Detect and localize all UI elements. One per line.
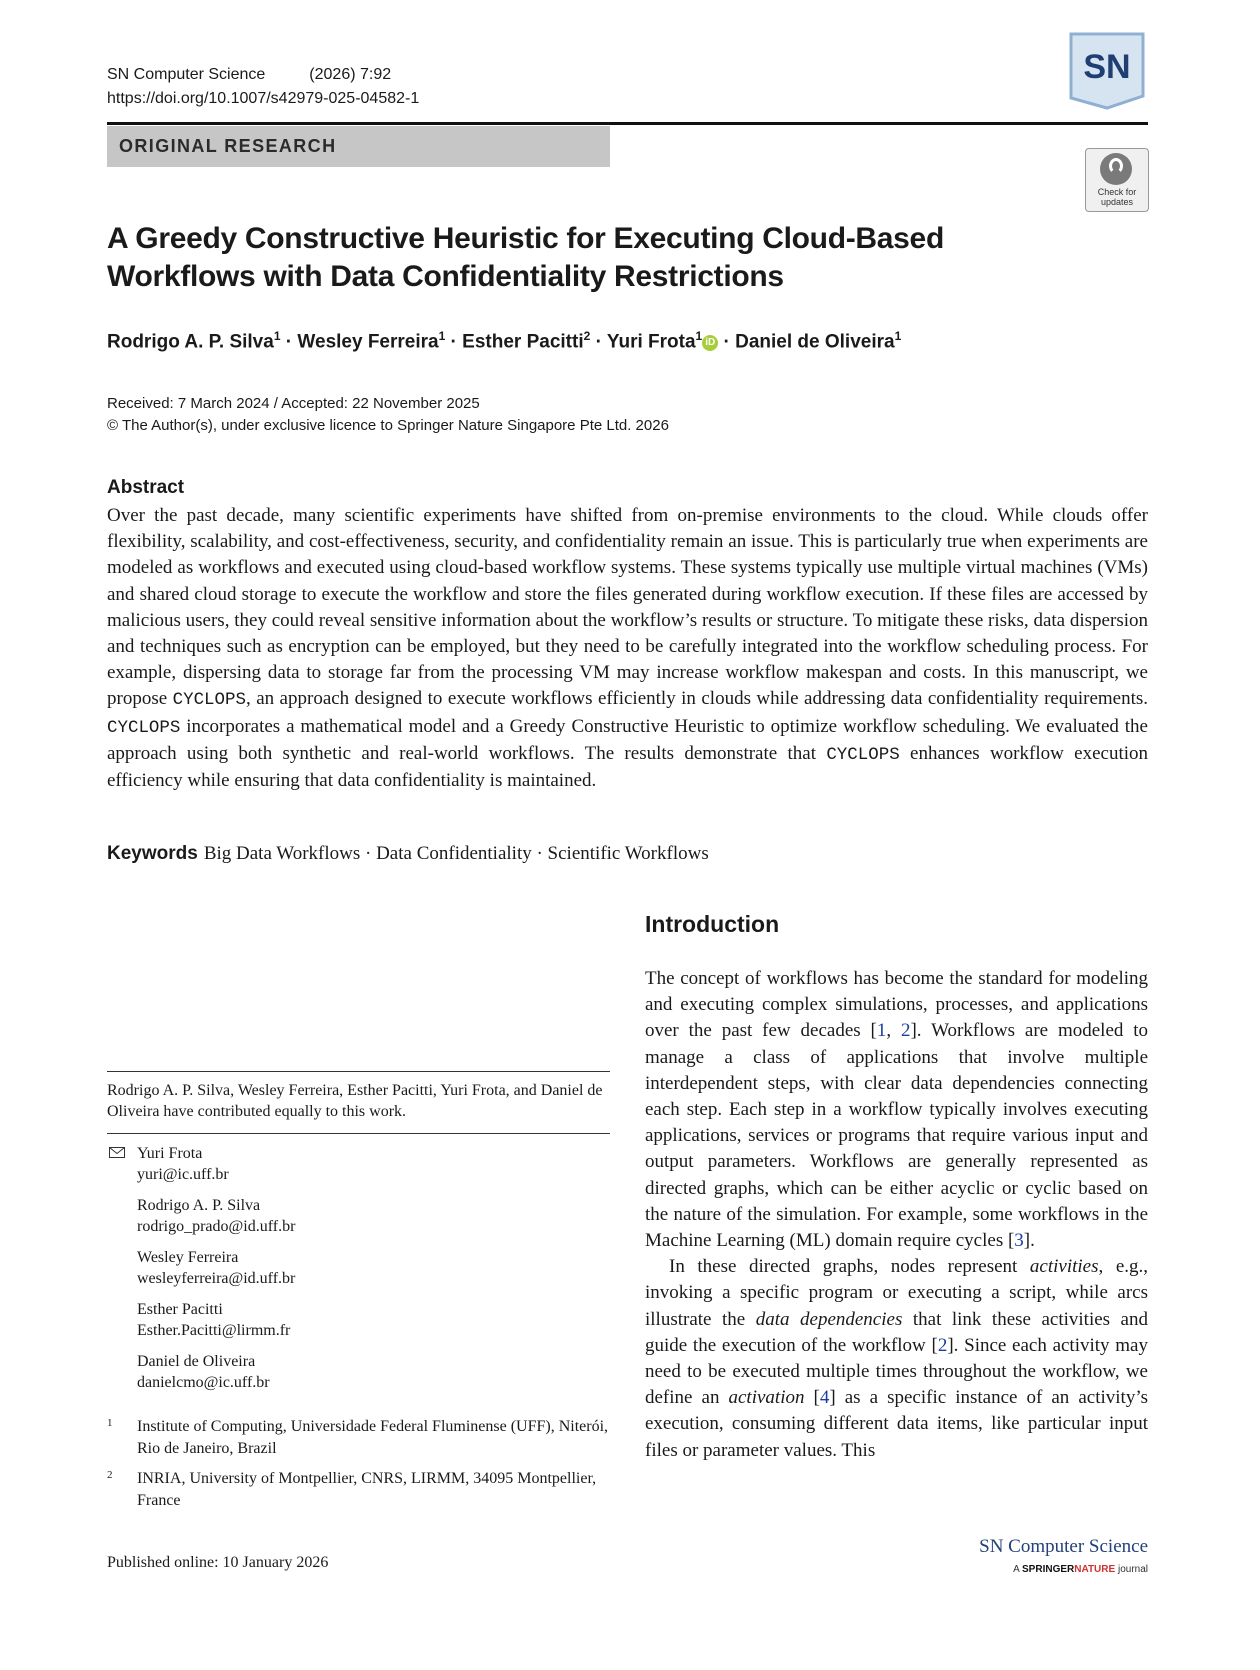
- received-dates: Received: 7 March 2024 / Accepted: 22 November 2025: [107, 395, 480, 412]
- author-list: Rodrigo A. P. Silva$^1$ · Wesley Ferreira$^1$ · Esther Pacitti$^2$ · Yuri Frota$^1$ iD · Daniel de Oliveira$^1$: [107, 329, 902, 353]
- affiliation-item: 2 INRIA, University of Montpellier, CNRS, LIRMM, 34095 Montpellier, France: [107, 1469, 597, 1509]
- citation-link[interactable]: 2: [900, 1020, 911, 1042]
- footnote-rule: [107, 1133, 610, 1134]
- contact-email[interactable]: Esther.Pacitti@lirmm.fr: [137, 1322, 291, 1339]
- section-label: ORIGINAL RESEARCH: [119, 136, 337, 156]
- affiliation-item: 1 Institute of Computing, Universidade Federal Fluminense (UFF), Niterói, Rio de Janeiro, Brazil: [107, 1417, 609, 1457]
- doi-link[interactable]: https://doi.org/10.1007/s42979-025-04582-1: [107, 90, 420, 107]
- keywords: [107, 843, 709, 865]
- keywords-label: Keywords: [107, 843, 198, 864]
- contact-email[interactable]: wesleyferreira@id.uff.br: [137, 1270, 296, 1287]
- author-name: Yuri Frota: [606, 331, 696, 353]
- abstract-heading: Abstract: [107, 477, 185, 498]
- journal-line: [107, 66, 391, 84]
- contact-item: [107, 1247, 610, 1289]
- abstract-body: Over the past decade, many scientific experiments have shifted from on-premise environments to the cloud. While clouds offer flexibility, scalability, and cost-effectiveness, security, and confidentiality remain an issue. This is particularly true when experiments are modeled as workflows and executed using cloud-based workflow systems. These systems typically use multiple virtual machines (VMs) and shared cloud storage to execute the workflow and store the files generated during workflow execution. If these files are accessed by malicious users, they could reveal sensitive information about the workflow’s results or structure. To mitigate these risks, data dispersion and techniques such as encryption can be employed, but they need to be carefully integrated into the workflow scheduling process. For example, dispersing data to storage far from the processing VM may increase workflow makespan and costs. In this manuscript, we propose CYCLOPS, an approach designed to execute workflows efficiently in clouds while addressing data confidentiality requirements. CYCLOPS incorporates a mathematical model and a Greedy Constructive Heuristic to optimize workflow scheduling. We evaluated the approach using both synthetic and real-world workflows. The results demonstrate that CYCLOPS enhances workflow execution efficiency while ensuring that data confidentiality is maintained.: [107, 505, 1149, 792]
- citation-link[interactable]: 4: [819, 1387, 830, 1409]
- author-name: Daniel de Oliveira: [735, 331, 895, 353]
- system-name: CYCLOPS: [107, 717, 181, 738]
- section-bar: [107, 126, 610, 167]
- journal-name: SN Computer Science: [107, 66, 266, 83]
- copyright-line: © The Author(s), under exclusive licence to Springer Nature Singapore Pte Ltd. 2026: [107, 417, 669, 434]
- contact-email[interactable]: yuri@ic.uff.br: [137, 1166, 229, 1183]
- paragraph: The concept of workflows has become the standard for modeling and executing complex simulations, processes, and applications over the past few decades [1, 2]. Workflows are modeled to manage a class of applications that involve multiple interdependent steps, with clear data dependencies connecting each step. Each step in a workflow typically involves executing applications, services or programs that require various input and output parameters. Workflows are generally represented as directed graphs, which can be either acyclic or cyclic based on the nature of the simulation. For example, some workflows in the Machine Learning (ML) domain require cycles [3].: [645, 968, 1149, 1252]
- contact-name: Rodrigo A. P. Silva: [137, 1197, 261, 1214]
- contact-list: [107, 1143, 610, 1403]
- sn-logo: [1067, 30, 1147, 110]
- check-updates-icon: [1100, 153, 1132, 185]
- citation-link[interactable]: 2: [937, 1334, 948, 1356]
- contact-item: [107, 1299, 610, 1341]
- check-updates-badge[interactable]: [1085, 148, 1149, 212]
- contact-name: Esther Pacitti: [137, 1301, 223, 1318]
- footnote-rule: [107, 1071, 610, 1072]
- keywords-text: Big Data Workflows · Data Confidentiality · Scientific Workflows: [203, 843, 709, 864]
- system-name: CYCLOPS: [826, 744, 900, 765]
- contact-name: Yuri Frota: [137, 1145, 203, 1162]
- system-name: CYCLOPS: [172, 690, 246, 711]
- paragraph: In these directed graphs, nodes represent activities, e.g., invoking a specific program or executing a script, while arcs illustrate the data dependencies that link these activities and guide the execution of the workflow [2]. Since each activity may need to be executed multiple times throughout the workflow, we define an activation [4] as a specific instance of an activity’s execution, consuming different data items, like particular input files or parameter values. This: [645, 1256, 1148, 1461]
- author-name: Rodrigo A. P. Silva: [107, 331, 274, 353]
- citation-link[interactable]: 3: [1014, 1230, 1024, 1252]
- contact-item: [107, 1351, 610, 1393]
- contact-item: [107, 1195, 610, 1237]
- introduction-heading: Introduction: [645, 911, 780, 937]
- introduction-body: [645, 966, 1148, 1464]
- contact-name: Daniel de Oliveira: [137, 1353, 256, 1370]
- contact-email[interactable]: rodrigo_prado@id.uff.br: [137, 1218, 296, 1235]
- published-online: Published online: 10 January 2026: [107, 1554, 329, 1571]
- citation-link[interactable]: 1: [876, 1020, 887, 1042]
- sn-logo-text: SN: [1083, 48, 1131, 86]
- footer-journal-name: SN Computer Science: [979, 1536, 1148, 1557]
- contact-name: Wesley Ferreira: [137, 1249, 239, 1266]
- author-name: Esther Pacitti: [462, 331, 584, 353]
- check-updates-label: Check for updates: [1097, 187, 1137, 207]
- journal-volume: (2026) 7:92: [309, 66, 392, 83]
- orcid-icon[interactable]: iD: [702, 335, 718, 351]
- footer-springer-nature: A SPRINGERNATURE journal: [1013, 1564, 1148, 1575]
- affiliation-list: [107, 1416, 610, 1520]
- mail-icon: [109, 1147, 125, 1158]
- author-name: Wesley Ferreira: [297, 331, 439, 353]
- paper-title: A Greedy Constructive Heuristic for Executing Cloud-Based Workflows with Data Confidentiality Restrictions: [107, 222, 944, 293]
- top-rule: [107, 122, 1148, 125]
- contact-email[interactable]: danielcmo@ic.uff.br: [137, 1374, 270, 1391]
- contribution-note: Rodrigo A. P. Silva, Wesley Ferreira, Esther Pacitti, Yuri Frota, and Daniel de Oliveira have contributed equally to this work.: [107, 1082, 603, 1120]
- contact-item: [107, 1143, 610, 1185]
